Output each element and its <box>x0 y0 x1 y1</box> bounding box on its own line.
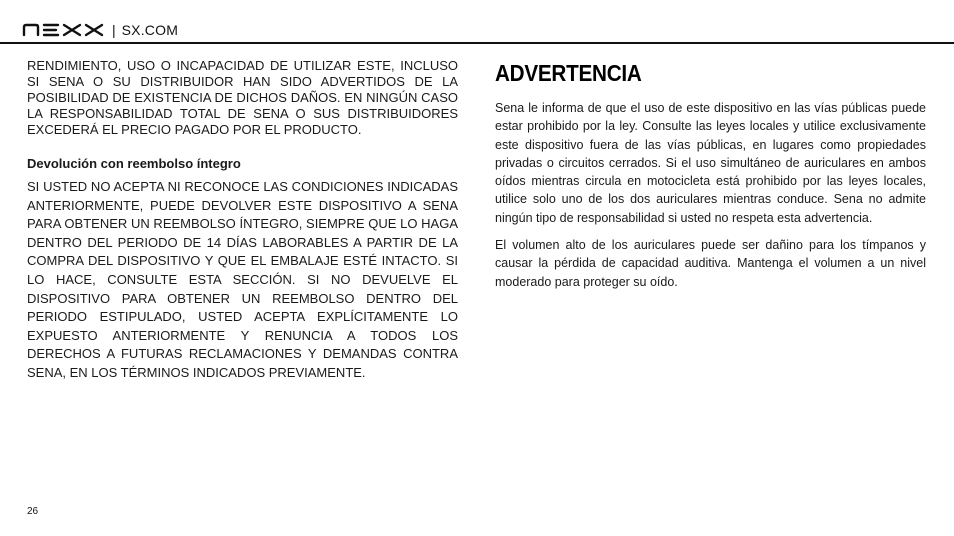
intro-paragraph: RENDIMIENTO, USO O INCAPACIDAD DE UTILIZAR ESTE, INCLUSO SI SENA O SU DISTRIBUIDOR HAN SIDO ADVERTIDOS DE LA POSIBILIDAD DE EXISTENCIA DE DICHOS DAÑOS. EN NINGÚN CASO LA RESPONSABILIDAD TOTAL DE SENA O SUS DISTRIBUIDORES EXCEDERÁ EL PRECIO PAGADO POR EL PRODUCTO. <box>27 58 458 137</box>
page-number: 26 <box>27 506 39 517</box>
warning-paragraph-2: El volumen alto de los auriculares puede ser dañino para los tímpanos y causar la pérdida de capacidad auditiva. Mantenga el volumen a un nivel moderado para proteger su oído. <box>495 238 926 289</box>
refund-paragraph: SI USTED NO ACEPTA NI RECONOCE LAS CONDICIONES INDICADAS ANTERIORMENTE, PUEDE DEVOLVER ESTE DISPOSITIVO A SENA PARA OBTENER UN REEMBOLSO ÍNTEGRO, SIEMPRE QUE LO HAGA DENTRO DEL PERIODO DE 14 DÍAS LABORABLES A PARTIR DE LA COMPRA DEL DISPOSITIVO Y QUE EL EMBALAJE ESTÉ INTACTO. SI LO HACE, CONSULTE ESTA SECCIÓN. SI NO DEVUELVE EL DISPOSITIVO PARA OBTENER UN REEMBOLSO DENTRO DEL PERIODO ESTIPULADO, USTED ACEPTA EXPLÍCITAMENTE LO EXPUESTO ANTERIORMENTE Y RENUNCIA A TODOS LOS DERECHOS A FUTURAS RECLAMACIONES Y DEMANDAS CONTRA SENA, EN LOS TÉRMINOS INDICADOS PREVIAMENTE. <box>27 179 458 380</box>
left-column <box>27 58 458 383</box>
page-header <box>22 18 178 42</box>
warning-heading: ADVERTENCIA <box>495 60 642 86</box>
refund-subheading: Devolución con reembolso íntegro <box>27 156 241 171</box>
warning-paragraph-1: Sena le informa de que el uso de este dispositivo en las vías públicas puede estar prohibido por la ley. Consulte las leyes locales y utilice exclusivamente este dispositivo fuera de las vías públicas, en lugares como propiedades privadas o circuitos cerrados. Si el uso simultáneo de auriculares en ambos oídos mientras circula en motocicleta está prohibido por las leyes locales, utilice solo uno de los dos auriculares mientras conduce. Sena no admite ningún tipo de responsabilidad si usted no respeta esta advertencia. <box>495 101 926 225</box>
right-column <box>495 58 926 291</box>
site-link[interactable]: SX.COM <box>121 22 179 38</box>
header-separator: | <box>112 22 116 38</box>
nexx-logo <box>22 23 106 37</box>
header-rule <box>0 42 954 44</box>
